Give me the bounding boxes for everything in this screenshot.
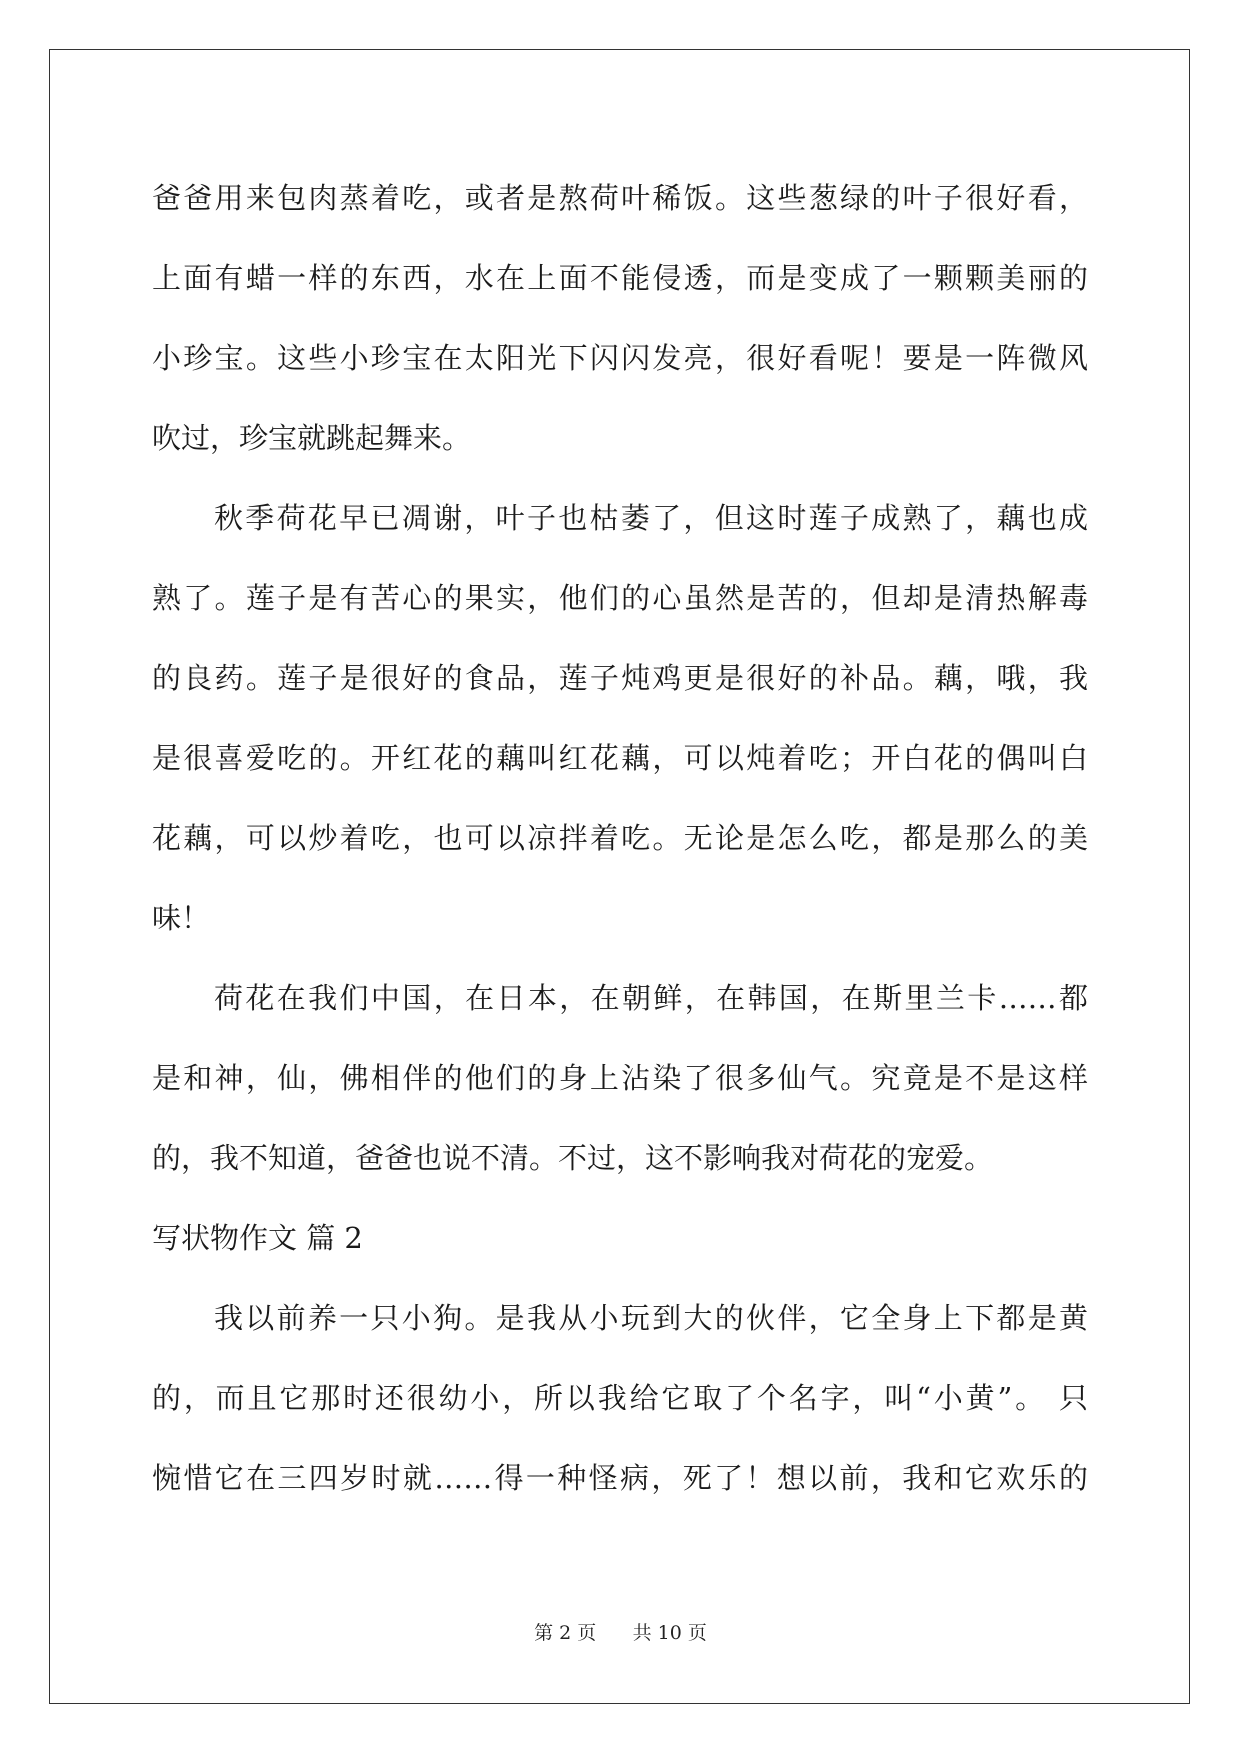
document-body [152, 158, 1088, 1518]
text-line: 熟了。莲子是有苦心的果实，他们的心虽然是苦的，但却是清热解毒 [152, 581, 1088, 615]
text-line: 上面有蜡一样的东西，水在上面不能侵透，而是变成了一颗颗美丽的 [152, 261, 1088, 295]
text-line: 花藕，可以炒着吃，也可以凉拌着吃。无论是怎么吃，都是那么的美 [152, 821, 1088, 855]
text-line: 我以前养一只小狗。是我从小玩到大的伙伴，它全身上下都是黄 [214, 1301, 1088, 1335]
text-line: 荷花在我们中国，在日本，在朝鲜，在韩国，在斯里兰卡……都 [214, 981, 1088, 1015]
text-line: 小珍宝。这些小珍宝在太阳光下闪闪发亮，很好看呢！要是一阵微风 [152, 341, 1088, 375]
text-line: 秋季荷花早已凋谢，叶子也枯萎了，但这时莲子成熟了，藕也成 [214, 501, 1088, 535]
section-heading: 写状物作文 篇 2 [152, 1221, 363, 1255]
text-line: 的，我不知道，爸爸也说不清。不过，这不影响我对荷花的宠爱。 [152, 1141, 994, 1175]
text-line: 的良药。莲子是很好的食品，莲子炖鸡更是很好的补品。藕，哦，我 [152, 661, 1088, 695]
text-line: 惋惜它在三四岁时就……得一种怪病，死了！想以前，我和它欢乐的 [152, 1461, 1088, 1495]
text-line: 爸爸用来包肉蒸着吃，或者是熬荷叶稀饭。这些葱绿的叶子很好看， [152, 181, 1088, 215]
text-line: 吹过，珍宝就跳起舞来。 [152, 421, 472, 455]
page-total: 共 10 页 [632, 1622, 707, 1644]
page-number: 第 2 页 [534, 1622, 597, 1644]
text-line: 味！ [152, 901, 211, 935]
text-line: 的，而且它那时还很幼小，所以我给它取了个名字，叫“小黄”。 只 [152, 1381, 1088, 1415]
page-footer [0, 1618, 1241, 1645]
text-line: 是很喜爱吃的。开红花的藕叫红花藕，可以炖着吃；开白花的偶叫白 [152, 741, 1088, 775]
text-line: 是和神，仙，佛相伴的他们的身上沾染了很多仙气。究竟是不是这样 [152, 1061, 1088, 1095]
